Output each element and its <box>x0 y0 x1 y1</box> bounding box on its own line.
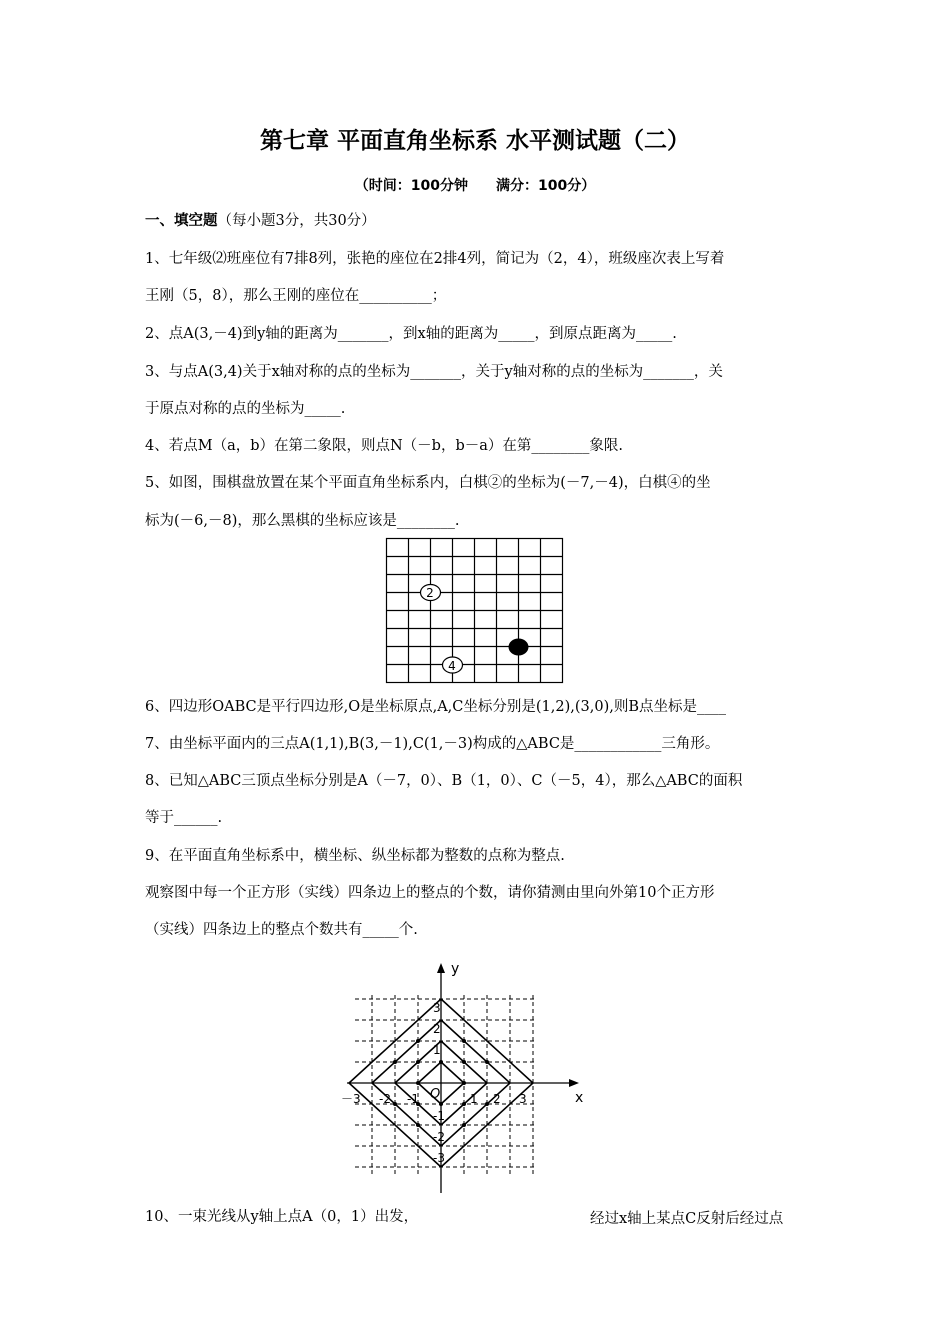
section-title: 一、填空题 <box>145 213 218 229</box>
section-heading <box>145 211 815 231</box>
section-note: （每小题3分，共30分） <box>217 213 376 229</box>
x-tick-label: 3 <box>519 1092 527 1106</box>
go-board-figure <box>380 533 570 688</box>
y-tick-label: -2 <box>433 1130 445 1144</box>
question-9-line-2: 观察图中每一个正方形（实线）四条边上的整点的个数，请你猜测由里向外第10个正方形 <box>145 885 715 901</box>
question-3-line-1: 3、与点A(3,4)关于x轴对称的点的坐标为_______，关于y轴对称的点的坐标为_______，关 <box>145 364 723 380</box>
x-tick-label: -2 <box>379 1092 391 1106</box>
white-stone-2-label: 2 <box>426 586 434 600</box>
question-7: 7、由坐标平面内的三点A(1,1),B(3,－1),C(1,－3)构成的△ABC是____________三角形。 <box>145 736 720 752</box>
x-tick-label: -1 <box>407 1092 419 1106</box>
black-stone <box>509 639 529 656</box>
exam-time: （时间：100分钟 <box>354 178 468 194</box>
question-9-line-1: 9、在平面直角坐标系中，横坐标、纵坐标都为整数的点称为整点. <box>145 848 565 864</box>
white-stone-2 <box>421 585 441 601</box>
question-10-line-1-right: 经过x轴上某点C反射后经过点 <box>590 1211 784 1227</box>
x-axis-arrow <box>569 1079 579 1087</box>
page-title: 第七章 平面直角坐标系 水平测试题（二） <box>259 128 690 154</box>
white-stone-4 <box>443 657 463 673</box>
x-tick-label: 2 <box>493 1092 501 1106</box>
y-tick-label: 1 <box>433 1043 441 1057</box>
question-8-line-1: 8、已知△ABC三顶点坐标分别是A（－7，0）、B（1，0）、C（－5，4），那么△ABC的面积 <box>145 773 743 789</box>
question-8-line-2: 等于______. <box>145 810 223 826</box>
y-tick-label: -1 <box>433 1109 445 1123</box>
question-1-line-1: 1、七年级⑵班座位有7排8列，张艳的座位在2排4列，简记为（2，4），班级座次表上写着 <box>145 251 725 267</box>
y-tick-label: -3 <box>433 1151 445 1165</box>
y-tick-label: 3 <box>433 1001 441 1015</box>
exam-info <box>0 175 950 195</box>
y-axis-arrow <box>437 963 445 973</box>
x-tick-label: －3 <box>341 1092 361 1106</box>
lattice-squares-figure <box>335 955 595 1195</box>
question-5-line-1: 5、如图，围棋盘放置在某个平面直角坐标系内，白棋②的坐标为(－7,－4)，白棋④的坐 <box>145 475 711 491</box>
origin-label: O <box>430 1087 441 1102</box>
question-9-line-3: （实线）四条边上的整点个数共有_____个. <box>145 922 418 938</box>
x-tick-label: 1 <box>470 1092 478 1106</box>
question-1-line-2: 王刚（5，8），那么王刚的座位在__________； <box>145 288 447 304</box>
x-axis-label: x <box>575 1090 584 1106</box>
question-2: 2、点A(3,－4)到y轴的距离为_______，到x轴的距离为_____，到原点距离为_____. <box>145 326 677 342</box>
white-stone-4-label: 4 <box>448 659 456 673</box>
exam-score: 满分：100分） <box>496 178 596 194</box>
question-4: 4、若点M（a，b）在第二象限，则点N（－b，b－a）在第________象限. <box>145 438 624 454</box>
y-axis-label: y <box>451 961 460 977</box>
go-board-grid <box>387 539 563 683</box>
question-6: 6、四边形OABC是平行四边形,O是坐标原点,A,C坐标分别是(1,2),(3,0),则B点坐标是____ <box>145 699 727 715</box>
question-3-line-2: 于原点对称的点的坐标为_____. <box>145 401 346 417</box>
y-tick-label: 2 <box>433 1022 441 1036</box>
question-10-line-1: 10、一束光线从y轴上点A（0，1）出发， <box>145 1209 419 1225</box>
question-5-line-2: 标为(－6,－8)，那么黑棋的坐标应该是________. <box>145 513 460 529</box>
